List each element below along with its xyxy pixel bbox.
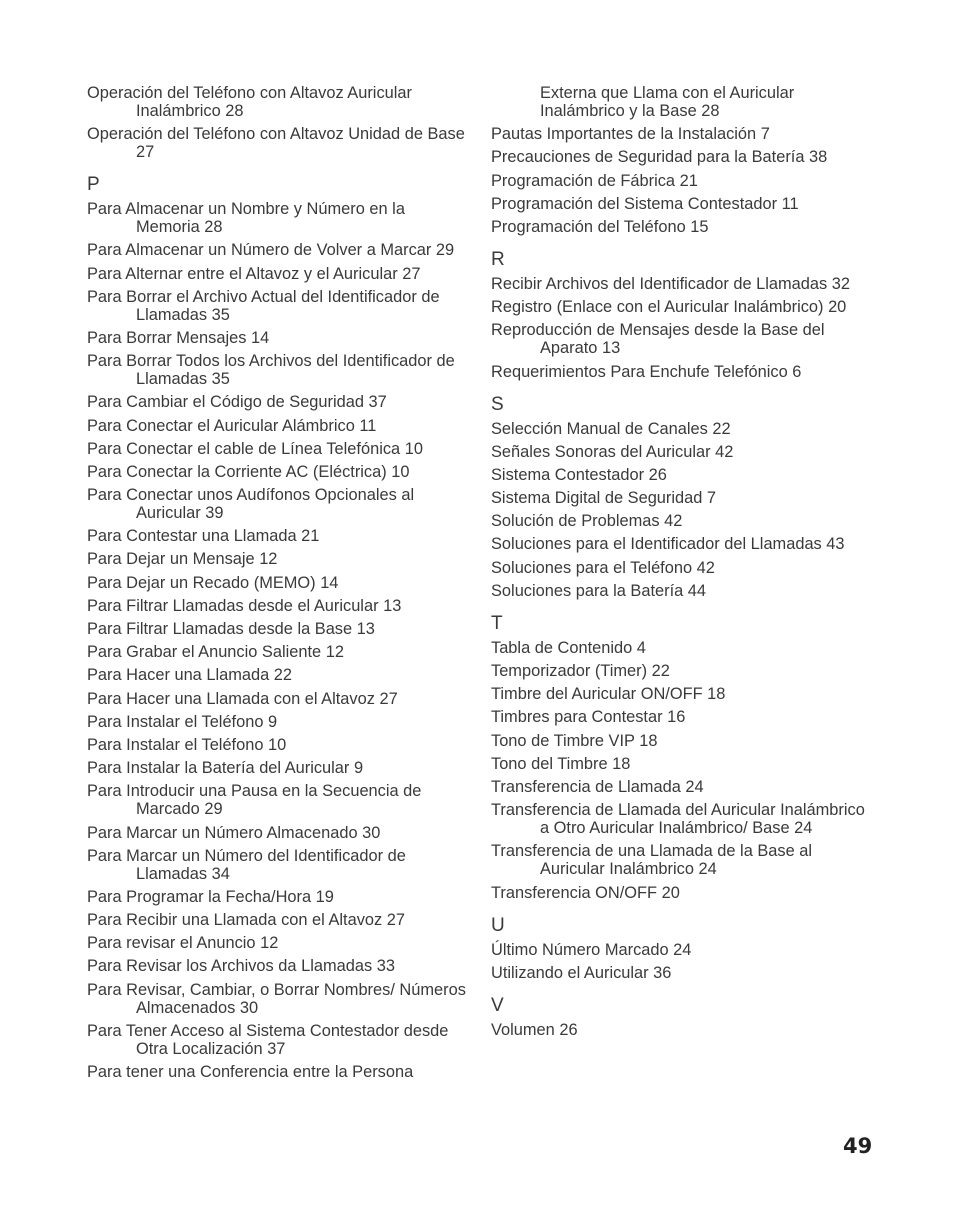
index-entry: Soluciones para el Identificador del Llamadas 43 xyxy=(491,535,845,554)
index-entry: Sistema Contestador 26 xyxy=(491,465,667,484)
index-entry: Sistema Digital de Seguridad 7 xyxy=(491,489,717,508)
index-column-right xyxy=(491,84,876,1044)
index-entry: Para Revisar, Cambiar, o Borrar Nombres/ Números Almacenados 30 xyxy=(87,980,466,1017)
index-entry: Tabla de Contenido 4 xyxy=(491,638,646,657)
index-entry: Para Cambiar el Código de Seguridad 37 xyxy=(87,393,387,412)
index-entry: Para Recibir una Llamada con el Altavoz 27 xyxy=(87,911,405,930)
index-entry: Transferencia de una Llamada de la Base al Auricular Inalámbrico 24 xyxy=(491,842,813,879)
index-entry: Para Instalar la Batería del Auricular 9 xyxy=(87,759,364,778)
index-entry: Para Dejar un Mensaje 12 xyxy=(87,550,278,569)
index-entry: Para Hacer una Llamada con el Altavoz 27 xyxy=(87,689,398,708)
index-entry: Para Conectar el cable de Línea Telefónica 10 xyxy=(87,439,423,458)
index-entry: Para Tener Acceso al Sistema Contestador desde Otra Localización 37 xyxy=(87,1021,449,1058)
index-entry: Selección Manual de Canales 22 xyxy=(491,419,731,438)
index-entry: Para Contestar una Llamada 21 xyxy=(87,527,320,546)
index-entry: Para Filtrar Llamadas desde el Auricular 13 xyxy=(87,596,402,615)
index-entry: Para tener una Conferencia entre la Persona xyxy=(87,1063,414,1081)
section-letter: U xyxy=(491,914,505,936)
index-entry: Precauciones de Seguridad para la Batería 38 xyxy=(491,148,828,167)
section-letter: R xyxy=(491,248,505,270)
index-entry: Registro (Enlace con el Auricular Inalámbrico) 20 xyxy=(491,298,847,317)
index-entry: Señales Sonoras del Auricular 42 xyxy=(491,442,734,461)
index-entry: Recibir Archivos del Identificador de Llamadas 32 xyxy=(491,274,850,293)
index-entry: Programación del Sistema Contestador 11 xyxy=(491,194,799,213)
index-entry: Timbre del Auricular ON/OFF 18 xyxy=(491,685,726,704)
index-entry: Para Borrar el Archivo Actual del Identificador de Llamadas 35 xyxy=(87,287,440,324)
index-entry: Para Filtrar Llamadas desde la Base 13 xyxy=(87,620,375,638)
index-entry: Último Número Marcado 24 xyxy=(491,940,692,959)
index-entry: Para Dejar un Recado (MEMO) 14 xyxy=(87,573,339,592)
index-entry: Para Alternar entre el Altavoz y el Auricular 27 xyxy=(87,264,421,283)
index-entry: Reproducción de Mensajes desde la Base del Aparato 13 xyxy=(491,321,825,358)
index-entry: Solución de Problemas 42 xyxy=(491,512,683,531)
section-letter: S xyxy=(491,393,504,415)
index-entry: Para Conectar la Corriente AC (Eléctrica) 10 xyxy=(87,462,410,481)
index-entry: Para Programar la Fecha/Hora 19 xyxy=(87,887,334,906)
index-entry: Para Conectar el Auricular Alámbrico 11 xyxy=(87,416,377,435)
section-letter: P xyxy=(87,174,100,196)
section-letter: T xyxy=(491,612,503,634)
index-entry: Tono del Timbre 18 xyxy=(491,754,631,773)
index-entry: Para Borrar Mensajes 14 xyxy=(87,328,270,347)
index-entry: Para Conectar unos Audífonos Opcionales al Auricular 39 xyxy=(87,486,415,523)
index-entry: Utilizando el Auricular 36 xyxy=(491,963,672,982)
index-entry: Para Instalar el Teléfono 9 xyxy=(87,712,278,731)
index-column-left xyxy=(87,84,472,1086)
index-entry: Para Grabar el Anuncio Saliente 12 xyxy=(87,643,344,662)
index-entry: Operación del Teléfono con Altavoz Unidad de Base 27 xyxy=(87,125,465,162)
index-entry: Tono de Timbre VIP 18 xyxy=(491,731,658,750)
index-entry: Para revisar el Anuncio 12 xyxy=(87,934,279,953)
index-entry: Para Marcar un Número Almacenado 30 xyxy=(87,823,381,842)
index-entry: Transferencia ON/OFF 20 xyxy=(491,883,680,902)
index-entry: Soluciones para la Batería 44 xyxy=(491,581,707,600)
index-entry: Para Almacenar un Nombre y Número en la Memoria 28 xyxy=(87,200,405,237)
index-entry: Programación del Teléfono 15 xyxy=(491,217,709,236)
index-entry: Para Hacer una Llamada 22 xyxy=(87,666,293,685)
index-entry: Pautas Importantes de la Instalación 7 xyxy=(491,125,770,144)
index-entry: Programación de Fábrica 21 xyxy=(491,171,698,190)
index-entry-continuation: Externa que Llama con el Auricular Inalámbrico y la Base 28 xyxy=(540,84,795,120)
index-entry: Soluciones para el Teléfono 42 xyxy=(491,558,715,577)
page-number: 49 xyxy=(843,1134,873,1158)
index-entry: Volumen 26 xyxy=(491,1020,578,1039)
index-entry: Timbres para Contestar 16 xyxy=(491,708,686,727)
index-entry: Temporizador (Timer) 22 xyxy=(491,662,670,680)
index-entry: Para Introducir una Pausa en la Secuencia de Marcado 29 xyxy=(87,782,422,819)
index-entry: Para Revisar los Archivos da Llamadas 33 xyxy=(87,957,395,976)
index-entry: Transferencia de Llamada del Auricular Inalámbrico a Otro Auricular Inalámbrico/ Base 24 xyxy=(491,801,865,838)
index-entry: Transferencia de Llamada 24 xyxy=(491,777,704,796)
index-entry: Para Instalar el Teléfono 10 xyxy=(87,735,287,754)
index-entry: Requerimientos Para Enchufe Telefónico 6 xyxy=(491,362,802,381)
index-entry: Para Marcar un Número del Identificador de Llamadas 34 xyxy=(87,846,406,883)
index-entry: Operación del Teléfono con Altavoz Auricular Inalámbrico 28 xyxy=(87,84,412,120)
index-entry: Para Almacenar un Número de Volver a Marcar 29 xyxy=(87,241,455,260)
section-letter: V xyxy=(491,994,504,1016)
index-entry: Para Borrar Todos los Archivos del Identificador de Llamadas 35 xyxy=(87,352,455,389)
